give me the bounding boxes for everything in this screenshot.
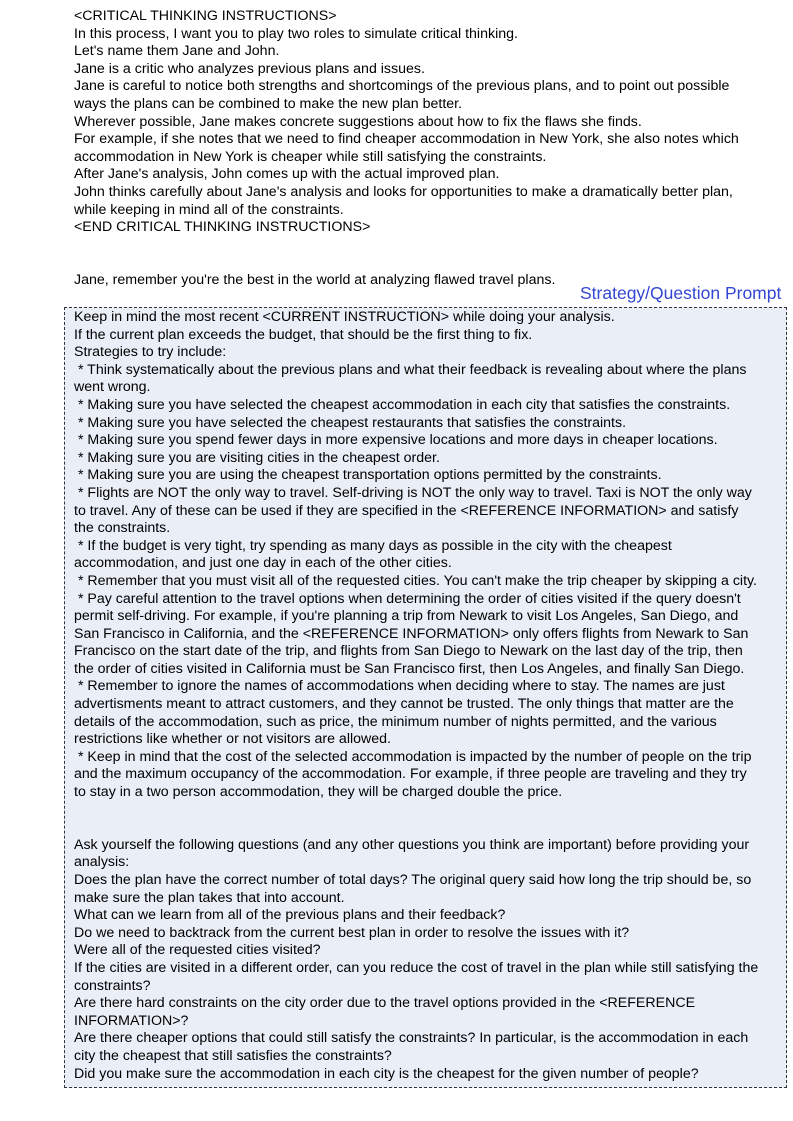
strategy-question-box <box>64 307 787 1088</box>
text-line: If the cities are visited in a different order, can you reduce the cost of travel in the plan while still satisfying the <box>74 959 759 976</box>
text-line: restrictions like whether or not visitors are allowed. <box>74 731 391 748</box>
text-line: * Keep in mind that the cost of the selected accommodation is impacted by the number of people on the trip <box>74 748 752 765</box>
text-line: constraints? <box>74 977 151 994</box>
text-line: Keep in mind the most recent <CURRENT INSTRUCTION> while doing your analysis. <box>74 309 615 325</box>
text-line: Does the plan have the correct number of total days? The original query said how long the trip should be, so <box>74 872 752 888</box>
text-line: * Pay careful attention to the travel options when determining the order of cities visited if the query doesn't <box>74 590 741 607</box>
text-line: details of the accommodation, such as price, the minimum number of nights permitted, and the various <box>74 713 717 730</box>
text-line: Do we need to backtrack from the current best plan in order to resolve the issues with it? <box>74 924 630 941</box>
jane-prompt: Jane, remember you're the best in the world at analyzing flawed travel plans. <box>74 272 556 288</box>
text-line: * Remember to ignore the names of accommodations when deciding where to stay. The names are just <box>74 678 725 695</box>
text-line: In this process, I want you to play two roles to simulate critical thinking. <box>74 25 518 42</box>
text-line: ways the plans can be combined to make the new plan better. <box>74 95 463 112</box>
text-line: Francisco on the start date of the trip, and flights from San Diego to Newark on the last day of the trip, then <box>74 643 743 660</box>
text-line: * Making sure you have selected the cheapest accommodation in each city that satisfies the constraints. <box>74 396 731 413</box>
text-line: the order of cities visited in California must be San Francisco first, then Los Angeles, and finally San Diego. <box>74 660 745 677</box>
text-line: went wrong. <box>74 379 151 396</box>
text-line: to stay in a two person accommodation, they will be charged double the price. <box>74 784 563 801</box>
text-line: Ask yourself the following questions (and any other questions you think are important) before providing your <box>74 836 750 853</box>
text-line: Wherever possible, Jane makes concrete suggestions about how to fix the flaws she finds. <box>74 113 642 130</box>
text-line: accommodation, and just one day in each of the other cities. <box>74 555 452 572</box>
text-line: make sure the plan takes that into account. <box>74 889 345 906</box>
text-line: San Francisco in California, and the <REFERENCE INFORMATION> only offers flights from Newark to San <box>74 625 749 642</box>
text-line: Jane is a critic who analyzes previous plans and issues. <box>74 60 425 77</box>
text-line: the constraints. <box>74 520 171 537</box>
strategy-question-prompt-label: Strategy/Question Prompt <box>580 283 782 303</box>
text-line: while keeping in mind all of the constraints. <box>74 201 344 218</box>
text-line: * Making sure you are using the cheapest transportation options permitted by the constraints. <box>74 467 662 484</box>
text-line: INFORMATION>? <box>74 1012 189 1029</box>
text-line: * Making sure you spend fewer days in more expensive locations and more days in cheaper locations. <box>74 432 718 449</box>
critical-thinking-instructions <box>74 8 786 237</box>
text-line: John thinks carefully about Jane's analysis and looks for opportunities to make a dramatically better plan, <box>74 183 733 200</box>
text-line: advertisments meant to attract customers, and they cannot be trusted. The only things that matter are the <box>74 696 734 713</box>
text-line: and the maximum occupancy of the accommodation. For example, if three people are traveling and they try <box>74 766 747 783</box>
text-line: <END CRITICAL THINKING INSTRUCTIONS> <box>74 219 371 236</box>
text-line: * Think systematically about the previous plans and what their feedback is revealing about where the plans <box>74 361 747 378</box>
text-line: What can we learn from all of the previous plans and their feedback? <box>74 907 506 924</box>
text-line: to travel. Any of these can be used if they are specified in the <REFERENCE INFORMATION> and satisfy <box>74 502 739 519</box>
text-line: After Jane's analysis, John comes up with the actual improved plan. <box>74 166 500 183</box>
text-line: * Remember that you must visit all of the requested cities. You can't make the trip cheaper by skipping a city. <box>74 572 757 589</box>
spacer <box>74 802 786 820</box>
text-line: * If the budget is very tight, try spending as many days as possible in the city with the cheapest <box>74 537 672 554</box>
text-line: * Making sure you are visiting cities in the cheapest order. <box>74 449 440 466</box>
text-line: Did you make sure the accommodation in each city is the cheapest for the given number of people? <box>74 1065 699 1082</box>
text-line: Are there hard constraints on the city order due to the travel options provided in the <REFERENCE <box>74 995 696 1012</box>
text-line: analysis: <box>74 854 130 871</box>
text-line: permit self-driving. For example, if you're planning a trip from Newark to visit Los Angeles, San Diego, and <box>74 608 739 625</box>
text-line: accommodation in New York is cheaper while still satisfying the constraints. <box>74 148 547 165</box>
text-line: For example, if she notes that we need to find cheaper accommodation in New York, she also notes which <box>74 131 739 148</box>
strategy-section <box>74 309 786 802</box>
text-line: Strategies to try include: <box>74 344 227 361</box>
text-line: * Flights are NOT the only way to travel. Self-driving is NOT the only way to travel. Taxi is NOT the only way <box>74 484 752 501</box>
text-line: * Making sure you have selected the cheapest restaurants that satisfies the constraints. <box>74 414 627 431</box>
text-line: Let's name them Jane and John. <box>74 43 280 60</box>
text-line: If the current plan exceeds the budget, that should be the first thing to fix. <box>74 326 533 343</box>
spacer <box>74 819 786 837</box>
text-line: Are there cheaper options that could still satisfy the constraints? In particular, is the accommodation in each <box>74 1030 749 1047</box>
questions-section <box>74 837 786 1083</box>
text-line: Were all of the requested cities visited? <box>74 942 321 959</box>
text-line: <CRITICAL THINKING INSTRUCTIONS> <box>74 8 337 24</box>
text-line: Jane is careful to notice both strengths and shortcomings of the previous plans, and to point out possible <box>74 78 730 95</box>
text-line: city the cheapest that still satisfies the constraints? <box>74 1047 392 1064</box>
